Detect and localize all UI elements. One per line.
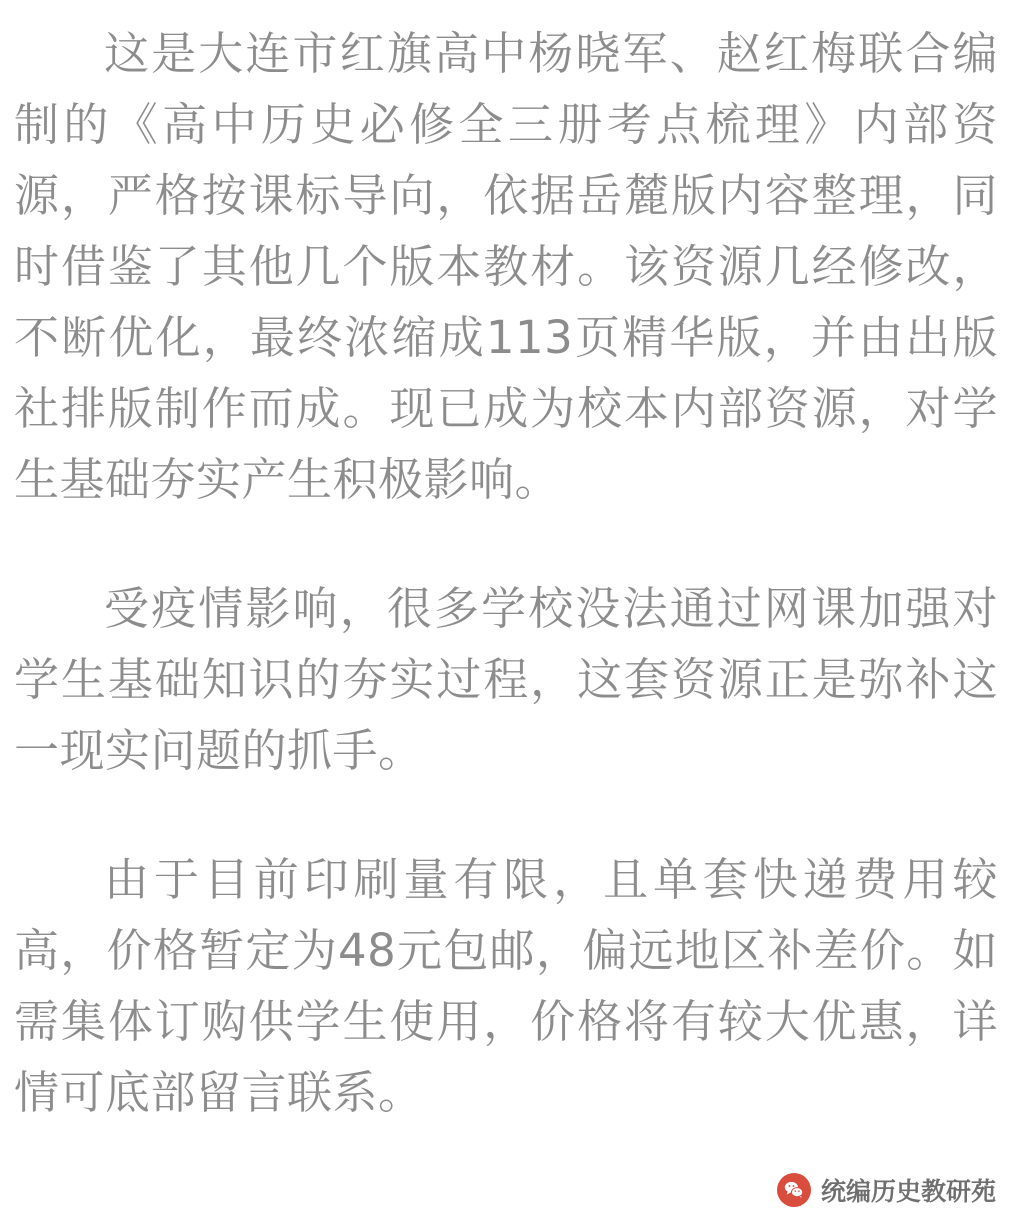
wechat-official-account-icon <box>777 1173 811 1207</box>
paragraph-3: 由于目前印刷量有限，且单套快递费用较高，价格暂定为48元包邮，偏远地区补差价。如需集体订购供学生使用，价格将有较大优惠，详情可底部留言联系。 <box>14 853 998 1119</box>
official-account-badge[interactable] <box>777 1172 996 1208</box>
official-account-name: 统编历史教研苑 <box>820 1177 996 1206</box>
paragraph-2: 受疫情影响，很多学校没法通过网课加强对学生基础知识的夯实过程，这套资源正是弥补这一现实问题的抓手。 <box>14 582 998 777</box>
paragraph-1: 这是大连市红旗高中杨晓军、赵红梅联合编制的《高中历史必修全三册考点梳理》内部资源，严格按课标导向，依据岳麓版内容整理，同时借鉴了其他几个版本教材。该资源几经修改，不断优化，最终浓缩成113页精华版，并由出版社排版制作而成。现已成为校本内部资源，对学生基础夯实产生积极影响。 <box>14 27 998 506</box>
